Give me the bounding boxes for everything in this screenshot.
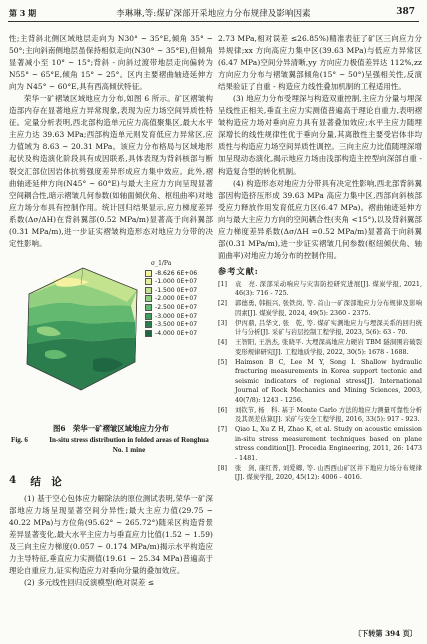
issue-number: 第 3 期 — [9, 8, 37, 18]
reference-item — [218, 299, 422, 318]
paragraph-fold-stress: 荣华一矿褶皱区域地应力分布,如图 6 所示。矿区褶皱构造部内存在显著地应力异常现象,表现为应力场空间异质性特征。定量分析表明,西北部构造单元应力高值聚集区,最大水平主应力达 39.63 MPa;西部构造单元则发育低应力异常区,应力值域为 8.63 ~ 20.31 MPa。该应力分布格局与区域地形起伏及构造演化阶段具有成因联系,具体表现为背斜核部与断裂交汇部位因岩体抗剪强度差异形成应力集中效应。此外,褶曲轴迹延伸方向(N45° ~ 60°E)与最大主应力方向呈现显著空间耦合性,暗示褶皱几何参数(如轴面倾伏角、枢纽曲率)对地应力场分布具有控制作用。统计回归结果显示,应力梯度差异系数(Δσ/ΔH)在背斜翼部(0.52 MPa/m)显著高于向斜翼部(0.31 MPa/m),进一步证实褶皱构造形态对地应力分带的决定性影响。 — [9, 94, 213, 248]
legend-swatch — [145, 287, 152, 294]
legend-label: -4.000 0E+07 — [155, 329, 198, 337]
legend-label: -2.000 0E+07 — [155, 295, 198, 303]
legend-swatch — [145, 295, 152, 302]
legend-item — [145, 277, 213, 286]
legend-swatch — [145, 278, 152, 285]
reference-text: 伊丙鼎, 吕华文, 张 乾, 等. 煤矿实测地应力与埋深关系的回归统计与分析[J]. 采矿与岩层控制工程学报, 2023, 5(6): 63 - 70. — [235, 319, 422, 337]
reference-item — [218, 319, 422, 338]
paragraph-strata: 性;主背斜北侧区域地层走向为 N30° ~ 35°E,倾角 35° ~ 50°;主向斜南侧地层虽保持相似走向(N30° ~ 35°E),但倾角显著减小至 10° ~ 15°;背斜 - 向斜过渡带地层走向偏转为 N55° ~ 65°E,倾角 15° ~ 25°。区内主要褶曲轴迹延伸方向为 N45° ~ 60°E,具有西高倾伏特征。 — [9, 34, 213, 92]
section-title: 结 论 — [30, 475, 62, 488]
legend-label: -8.626 6E+06 — [155, 269, 198, 277]
reference-text: 王智阳, 王浩杰, 张晓平. 大埋深高地应力硬岩 TBM 隧洞围岩破裂变形规律研究[J]. 工程地质学报, 2022, 30(5): 1678 - 1688. — [235, 339, 422, 356]
legend-item — [145, 303, 213, 312]
legend-label: -1.000 0E+07 — [155, 278, 198, 286]
right-column — [218, 33, 422, 483]
reference-text: Qiao L, Xu Z H, Zhao K, et al. Study on acoustic emission in-situ stress measurement techniques based on plane stress condition[J]. Procedia Engineering, 2011, 26: 1473 - 1481. — [235, 426, 422, 462]
reference-text: 袁 亮. 深部采动响应与灾害防控研究进展[J]. 煤炭学报, 2021, 46(3): 716 - 725. — [235, 280, 422, 298]
legend-item — [145, 320, 213, 329]
legend-swatch — [145, 321, 152, 328]
legend-label: -1.500 0E+07 — [155, 286, 198, 294]
legend-item — [145, 295, 213, 304]
conclusion-2-start: (2) 多元线性回归反演模型(绝对误差 ≤ — [24, 578, 155, 588]
page-header — [0, 0, 427, 24]
figure-caption-en-tag: Fig. 6 — [11, 435, 28, 444]
reference-text: 刘钦节, 杨 科. 基于 Monte Carlo 方法的地应力测量可靠性分析及其误差估算[J]. 采矿与安全工程学报, 2016, 33(5): 917 - 923. — [235, 406, 422, 424]
stress-contour-image — [23, 264, 141, 394]
reference-text: 郭德勇, 韩振兴, 张铁岗, 等. 首山一矿深部地应力分布规律及影响因素[J]. 煤炭学报, 2024, 49(5): 2360 - 2375. — [235, 300, 422, 317]
legend-items — [145, 269, 213, 338]
legend-swatch — [145, 270, 152, 277]
reference-number: [1] — [218, 280, 227, 288]
legend-item — [145, 329, 213, 338]
conclusion-2-continued: 2.73 MPa,相对误差 ≤26.85%)精准表征了矿区三向应力分异规律;xx 方向高应力集中区(39.63 MPa)与低应力异常区(6.47 MPa)空间分异清晰,yy 方向应力极值差异达 112%,zz 方向应力分布与褶皱翼部倾角(15° ~ 50°)呈强相关性,反演结果验证了自重 - 构造应力线性叠加机制的工程适用性。 — [218, 34, 422, 92]
continued-note: 〔下转第 394 页〕 — [353, 629, 417, 638]
reference-number: [6] — [218, 406, 227, 414]
conclusion-3: (3) 地应力分布受埋深与构造双重控制,主应力分量与埋深呈线性正相关,垂直主应力实测值普遍高于理论自重力,表明褶皱构造应力场对垂向应力具有显著叠加效应;水平主应力随埋深增长的线性规律性优于垂向分量,其离散性主要受岩体非均质性与构造应力场空间异质性调控。三向主应力比值随埋深增加呈现动态演化,揭示地应力场由浅部构造主控型向深部自重 - 构造复合型的转化机制。 — [218, 94, 422, 176]
conclusion-1: (1) 基于空心包体应力解除法的原位测试表明,荣华一矿深部地应力场呈现显著空间分异性;最大主应力值(29.75 ~ 40.22 MPa)与方位角(95.62° ~ 265.72°)随采区构造背景差异显著变化,最大水平主应力与垂直应力比值(1.52 ~ 1.59)及三向主应力梯度(0.057 ~ 0.174 MPa/m)揭示水平构造应力主导特征,垂直应力实测值(19.61 ~ 25.34 MPa)普遍高于理论自重应力,证实构造应力对垂向分量的叠加效应。 — [9, 493, 213, 576]
stress-legend — [145, 260, 213, 338]
reference-number: [5] — [218, 358, 227, 366]
left-column — [9, 33, 213, 589]
legend-swatch — [145, 313, 152, 320]
legend-item — [145, 286, 213, 295]
legend-swatch — [145, 304, 152, 311]
figure-caption-en-text: In-situ stress distribution in folded areas of Ronghua No. 1 mine — [49, 435, 209, 454]
legend-unit: σ_1/Pa — [151, 259, 172, 267]
reference-number: [2] — [218, 300, 227, 308]
reference-item — [218, 358, 422, 406]
reference-text: 张 剑, 康红普, 刘爱卿, 等. 山西西山矿区井下地应力场分布规律[J]. 煤炭学报, 2020, 45(12): 4006 - 4016. — [235, 464, 422, 482]
page-number: 387 — [396, 7, 415, 17]
reference-text: Haimson B C, Lee M Y, Song I. Shallow hydraulic fracturing measurements in Korea support tectonic and seismic indicators of regional stress[J]. International Journal of Rock Mechanics and Mining Sciences, 2003, 40(7/8): 1243 - 1256. — [235, 358, 422, 404]
running-title: 李琳琳,等:煤矿深部开采地应力分布规律及影响因素 — [116, 8, 311, 18]
reference-item — [218, 425, 422, 463]
reference-number: [7] — [218, 426, 227, 434]
legend-label: -2.500 0E+07 — [155, 304, 198, 312]
header-rule — [8, 21, 419, 22]
section-number: 4 — [9, 473, 17, 486]
reference-number: [4] — [218, 339, 227, 347]
reference-item — [218, 280, 422, 299]
conclusion-4: (4) 构造形态对地应力分带具有决定性影响,西北部背斜翼部因构造挤压形成 39.63 MPa 高应力集中区,西部向斜核部受应力释放作用发育低应力区(6.47 MPa)。褶曲轴迹延伸方向与最大主应力方向的空间耦合性(夹角 <15°),以及背斜翼部应力梯度差异系数(Δσ/ΔH =0.52 MPa/m)显著高于向斜翼部(0.31 MPa/m),进一步证实褶皱几何参数(枢纽倾伏角、轴面曲率)对地应力场分布的控制作用。 — [218, 178, 422, 260]
legend-label: -3.500 0E+07 — [155, 321, 198, 329]
reference-item — [218, 338, 422, 357]
reference-number: [3] — [218, 319, 227, 327]
section-heading — [9, 474, 213, 489]
reference-number: [8] — [218, 464, 227, 472]
reference-item — [218, 406, 422, 425]
figure-6 — [9, 256, 213, 468]
stress-contour-plot — [23, 264, 141, 394]
reference-item — [218, 464, 422, 483]
references-heading: 参考文献: — [218, 265, 259, 276]
legend-label: -3.000 0E+07 — [155, 312, 198, 320]
reference-list — [218, 280, 422, 483]
legend-swatch — [145, 330, 152, 337]
legend-item — [145, 269, 213, 278]
legend-item — [145, 312, 213, 321]
figure-caption-cn: 图6 荣华一矿褶皱区域地应力分布 — [52, 423, 169, 433]
